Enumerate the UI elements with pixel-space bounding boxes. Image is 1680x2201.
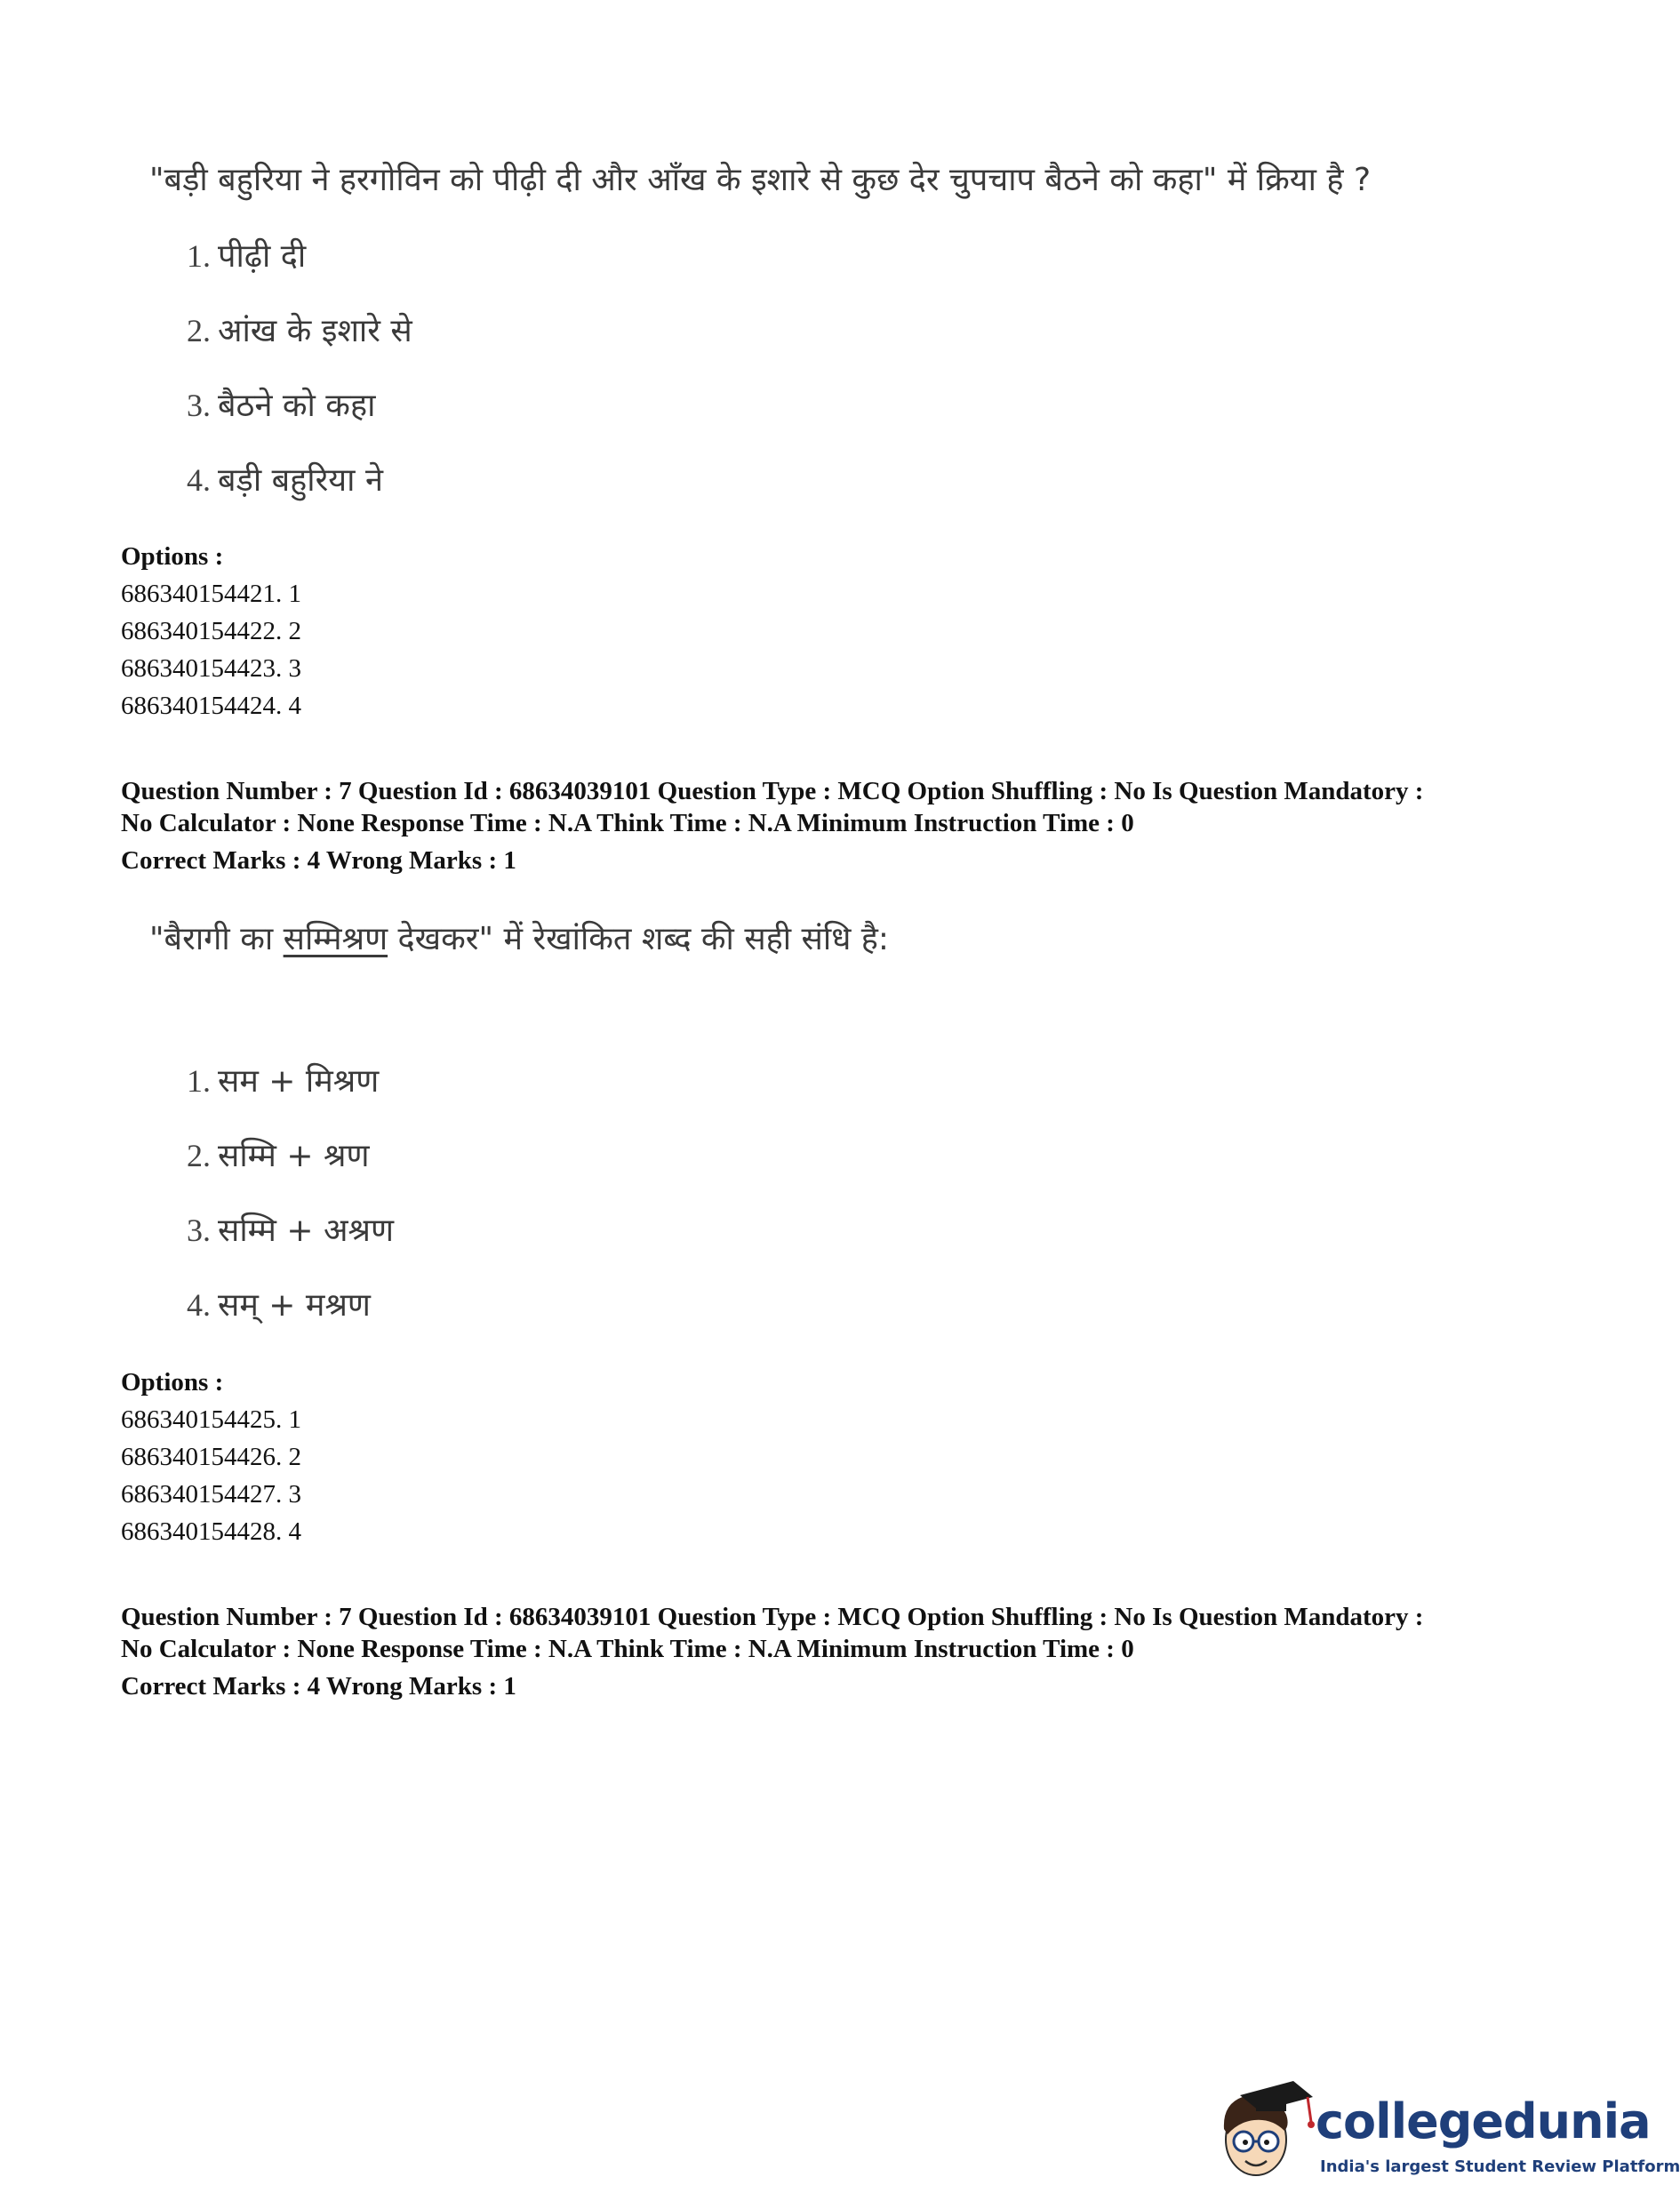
option-id-line: 686340154424. 4 — [121, 692, 301, 720]
meta-line-2: No Calculator : None Response Time : N.A Think Time : N.A Minimum Instruction Time : 0 — [121, 809, 1134, 837]
question-1-text: "बड़ी बहुरिया ने हरगोविन को पीढ़ी दी और आँख के इशारे से कुछ देर चुपचाप बैठने को कहा" में क्रिया है ? — [149, 162, 1372, 198]
question-meta-2 — [121, 1601, 1423, 1702]
options-heading: Options : — [121, 1368, 224, 1397]
question-2-text — [149, 916, 889, 959]
question-1-choice-1 — [187, 233, 306, 276]
logo-tagline: India's largest Student Review Platform — [1320, 2157, 1680, 2176]
choice-text: सम्मि + श्रण — [218, 1138, 370, 1174]
choice-number: 2. — [187, 313, 211, 348]
meta-line-2: No Calculator : None Response Time : N.A Think Time : N.A Minimum Instruction Time : 0 — [121, 1635, 1134, 1663]
options-block-1 — [121, 538, 301, 724]
marks-line: Correct Marks : 4 Wrong Marks : 1 — [121, 846, 516, 875]
choice-number: 1. — [187, 238, 211, 274]
choice-text: बैठने को कहा — [218, 388, 376, 424]
question-1-choice-2 — [187, 308, 412, 351]
choice-number: 4. — [187, 1287, 211, 1323]
choice-text: बड़ी बहुरिया ने — [218, 462, 383, 499]
collegedunia-logo — [1204, 2076, 1680, 2191]
marks-line: Correct Marks : 4 Wrong Marks : 1 — [121, 1672, 516, 1701]
option-id-line: 686340154425. 1 — [121, 1405, 301, 1434]
choice-number: 3. — [187, 388, 211, 423]
choice-text: सम्मि + अश्रण — [218, 1213, 395, 1249]
logo-wordmark: collegedunia — [1316, 2093, 1651, 2149]
choice-text: आंख के इशारे से — [218, 313, 412, 349]
question-2-choice-2 — [187, 1133, 370, 1176]
question-1-choice-3 — [187, 382, 375, 426]
option-id-line: 686340154421. 1 — [121, 580, 301, 608]
choice-number: 1. — [187, 1063, 211, 1099]
meta-line-1: Question Number : 7 Question Id : 68634039101 Question Type : MCQ Option Shuffling : No Is Question Mandatory : — [121, 1603, 1424, 1631]
question-2-underlined-word: सम्मिश्रण — [283, 921, 388, 957]
choice-number: 3. — [187, 1213, 211, 1248]
choice-number: 4. — [187, 462, 211, 498]
question-2-choice-1 — [187, 1058, 379, 1101]
option-id-line: 686340154423. 3 — [121, 654, 301, 683]
option-id-line: 686340154422. 2 — [121, 617, 301, 645]
question-1-choice-4 — [187, 457, 383, 500]
choice-text: सम् + मश्रण — [218, 1287, 371, 1324]
question-2-choice-3 — [187, 1207, 394, 1251]
option-id-line: 686340154426. 2 — [121, 1443, 301, 1471]
question-2-text-before: "बैरागी का — [149, 921, 284, 957]
options-heading: Options : — [121, 542, 224, 571]
option-id-line: 686340154428. 4 — [121, 1517, 301, 1546]
choice-text: सम + मिश्रण — [218, 1063, 380, 1100]
choice-number: 2. — [187, 1138, 211, 1173]
options-block-2 — [121, 1364, 301, 1550]
option-id-line: 686340154427. 3 — [121, 1480, 301, 1509]
choice-text: पीढ़ी दी — [218, 238, 307, 275]
question-2-text-after: देखकर" में रेखांकित शब्द की सही संधि है: — [388, 921, 890, 957]
student-mascot-icon — [1204, 2076, 1320, 2191]
question-2-choice-4 — [187, 1282, 371, 1325]
meta-line-1: Question Number : 7 Question Id : 68634039101 Question Type : MCQ Option Shuffling : No Is Question Mandatory : — [121, 777, 1424, 805]
question-meta-1 — [121, 775, 1423, 876]
